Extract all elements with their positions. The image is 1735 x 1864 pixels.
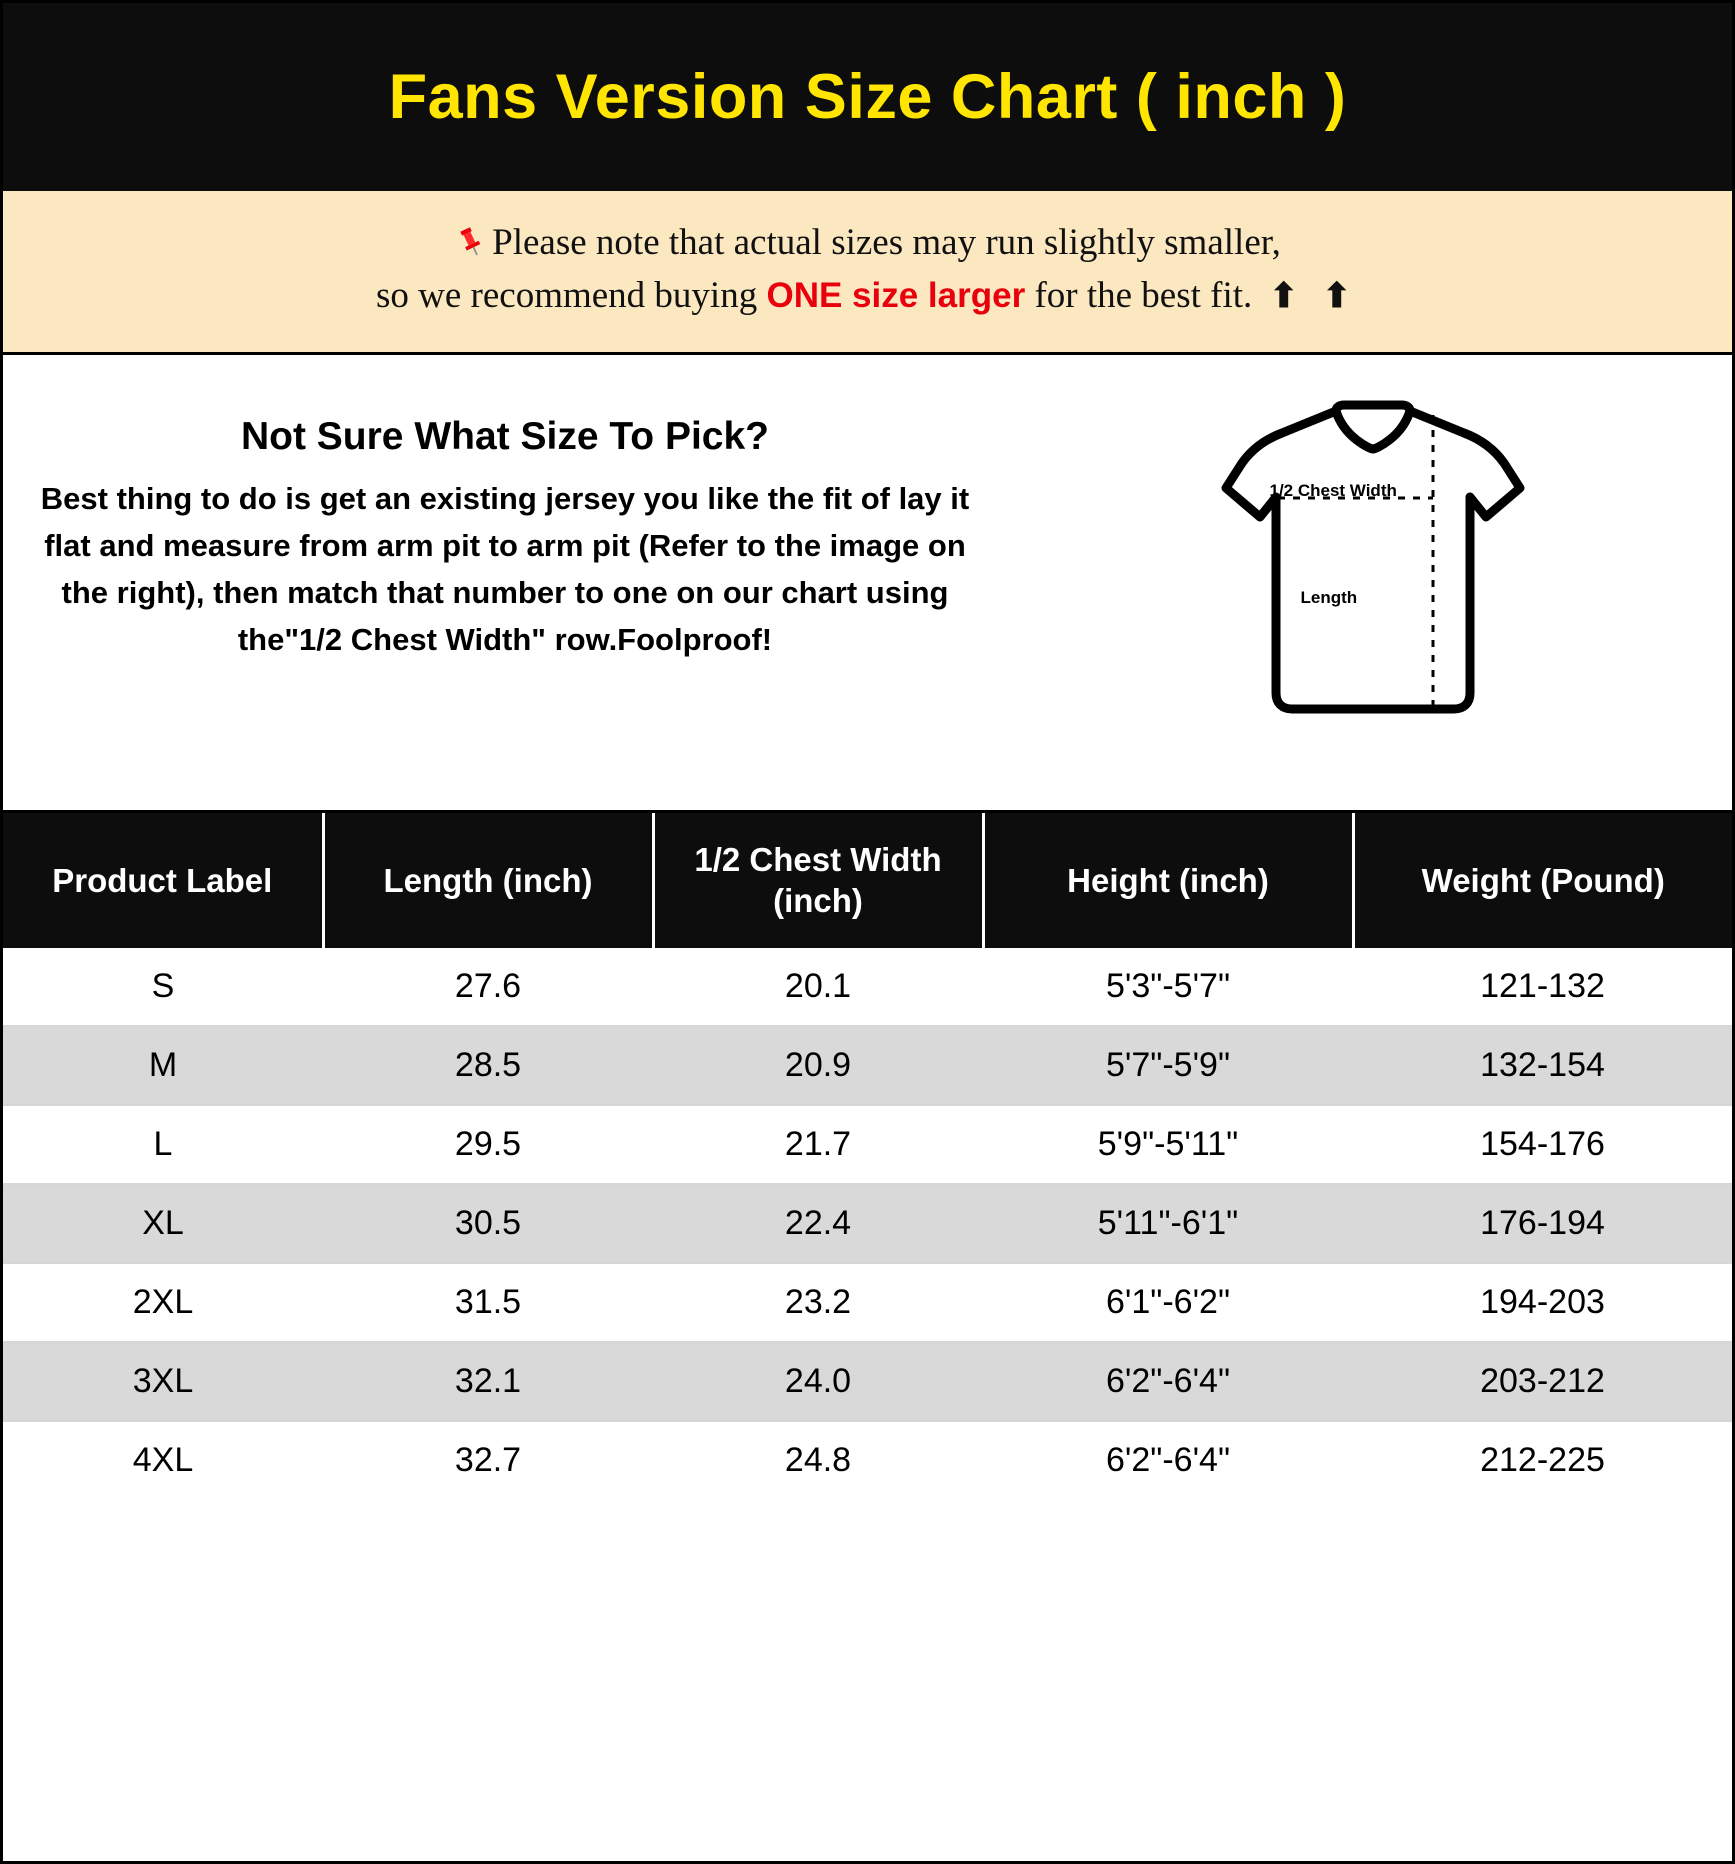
cell-chest: 24.0 [653, 1342, 983, 1421]
page-title: Fans Version Size Chart ( inch ) [388, 62, 1347, 132]
cell-weight: 121-132 [1353, 948, 1732, 1026]
title-bar [3, 3, 1732, 191]
table-row [3, 1263, 1732, 1342]
length-label: Length [1300, 588, 1358, 608]
cell-chest: 24.8 [784, 1440, 852, 1479]
cell-length: 31.5 [323, 1263, 653, 1342]
pushpin-icon [454, 225, 488, 259]
note-text-1: Please note that actual sizes may run slightly smaller, [492, 222, 1281, 263]
table-row [3, 948, 1732, 1026]
cell-height: 5'11"-6'1" [983, 1184, 1353, 1263]
table-row [3, 1342, 1732, 1421]
note-text-2b: for the best fit. [1025, 274, 1262, 316]
note-text-2a: so we recommend buying [375, 274, 767, 316]
cell-length: 32.1 [323, 1342, 653, 1421]
cell-chest: 22.4 [653, 1184, 983, 1263]
note-band [3, 191, 1732, 355]
header-product-label: Product Label [3, 813, 323, 948]
header-weight: Weight (Pound) [1353, 813, 1732, 948]
cell-size: 3XL [3, 1342, 323, 1421]
cell-size: 4XL [132, 1440, 194, 1479]
header-chest-width: 1/2 Chest Width (inch) [653, 813, 983, 948]
cell-height: 6'2"-6'4" [1105, 1440, 1231, 1479]
note-line-1 [23, 217, 1712, 270]
note-line-2 [23, 270, 1712, 323]
header-height: Height (inch) [983, 813, 1353, 948]
tshirt-diagram-icon [1218, 393, 1528, 723]
header-length: Length (inch) [323, 813, 653, 948]
cell-height: 5'9"-5'11" [983, 1105, 1353, 1184]
cell-length: 28.5 [323, 1026, 653, 1105]
cell-length: 30.5 [323, 1184, 653, 1263]
chest-width-label: 1/2 Chest Width [1269, 481, 1397, 501]
cell-height: 5'3"-5'7" [983, 948, 1353, 1026]
table-row [3, 1184, 1732, 1263]
info-section [3, 355, 1732, 813]
cell-chest: 20.9 [653, 1026, 983, 1105]
cell-weight: 154-176 [1353, 1105, 1732, 1184]
cell-chest: 23.2 [653, 1263, 983, 1342]
cell-length: 32.7 [454, 1440, 522, 1479]
cell-size: 2XL [3, 1263, 323, 1342]
cell-size: L [3, 1105, 323, 1184]
note-emphasis: ONE size larger [766, 275, 1026, 315]
cell-size: S [3, 948, 323, 1026]
arrow-up-icon: ⬆ ⬆ [1269, 277, 1360, 315]
info-text-block [3, 355, 1013, 663]
info-body: Best thing to do is get an existing jersey you like the fit of lay it flat and measure from arm pit to arm pit (Refer to the image on the right), then match that number to one on our chart using the"1/2 Chest Width" row.Foolproof! [40, 481, 970, 658]
cell-weight: 212-225 [1480, 1440, 1605, 1479]
cell-weight: 176-194 [1353, 1184, 1732, 1263]
cell-height: 6'2"-6'4" [983, 1342, 1353, 1421]
cell-length: 27.6 [323, 948, 653, 1026]
cell-height: 6'1"-6'2" [983, 1263, 1353, 1342]
table-header-row [3, 813, 1732, 948]
cell-size: M [3, 1026, 323, 1105]
info-diagram-block [1013, 355, 1732, 723]
table-row [3, 1105, 1732, 1184]
cell-weight: 194-203 [1353, 1263, 1732, 1342]
cell-weight: 203-212 [1353, 1342, 1732, 1421]
cell-chest: 21.7 [653, 1105, 983, 1184]
cell-length: 29.5 [323, 1105, 653, 1184]
cell-height: 5'7"-5'9" [983, 1026, 1353, 1105]
cell-chest: 20.1 [653, 948, 983, 1026]
table-row [3, 1421, 1732, 1499]
table-row [3, 1026, 1732, 1105]
cell-size: XL [3, 1184, 323, 1263]
cell-weight: 132-154 [1353, 1026, 1732, 1105]
size-table [3, 813, 1732, 1499]
info-heading: Not Sure What Size To Pick? [240, 415, 769, 459]
